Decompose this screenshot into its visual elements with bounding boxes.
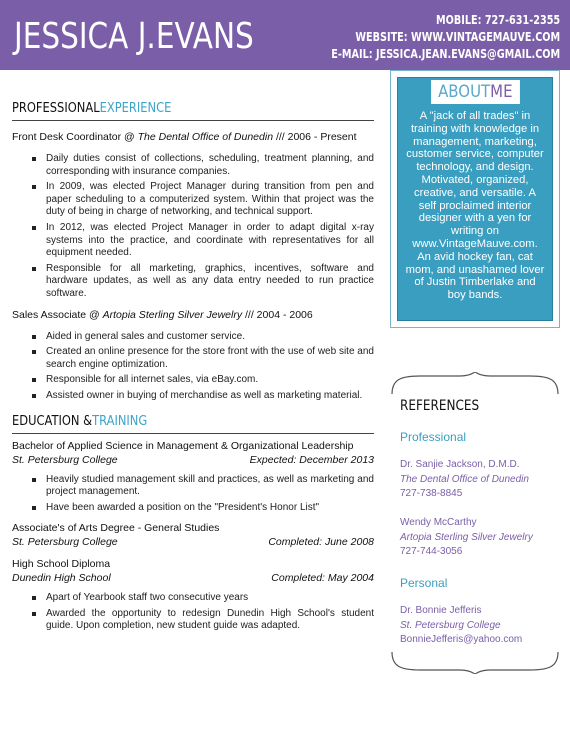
references-heading: REFERENCES — [400, 398, 480, 414]
degree-school-row — [12, 572, 374, 584]
list-item: Responsible for all marketing, graphics, incentives, software and hardware updates, as well as any data entry needed to run practice software. — [12, 263, 374, 301]
list-item: Created an online presence for the store front with the use of web site and search engine optimization. — [12, 346, 374, 371]
reference-name: Dr. Sanjie Jackson, D.M.D. — [400, 459, 520, 470]
degree-status: Expected: December 2013 — [249, 453, 374, 466]
reference-org: Artopia Sterling Silver Jewelry — [400, 531, 533, 543]
reference-name: Wendy McCarthy — [400, 517, 477, 528]
list-item: Have been awarded a position on the "President's Honor List" — [12, 502, 374, 515]
degree-status: Completed: June 2008 — [268, 536, 374, 549]
about-me-panel — [397, 77, 553, 321]
list-item: Daily duties consist of collections, scheduling, treatment planning, and corresponding with insurance companies. — [12, 153, 374, 178]
reference-org: The Dental Office of Dunedin — [400, 473, 529, 485]
job-heading: Sales Associate @ Artopia Sterling Silver Jewelry /// 2004 - 2006 — [12, 308, 313, 321]
contact-info — [331, 11, 560, 62]
about-me-heading: ABOUTME — [431, 80, 520, 104]
reference-org: St. Petersburg College — [400, 619, 501, 631]
job-heading: Front Desk Coordinator @ The Dental Office of Dunedin /// 2006 - Present — [12, 131, 357, 143]
reference-entry — [400, 516, 533, 560]
list-item: Heavily studied management skill and practices, as well as marketing and project management. — [12, 474, 374, 499]
email[interactable]: E-MAIL: JESSICA.JEAN.EVANS@GMAIL.COM — [331, 46, 560, 61]
experience-heading: PROFESSIONALEXPERIENCE — [12, 100, 172, 116]
section-divider — [12, 433, 374, 434]
list-item: Awarded the opportunity to redesign Dunedin High School's student guide. Upon completion, new student guide was adapted. — [12, 608, 374, 633]
reference-contact: 727-744-3056 — [400, 546, 463, 557]
reference-entry — [400, 458, 529, 502]
applicant-name: JESSICA J.EVANS — [14, 16, 254, 57]
degree-title: Bachelor of Applied Science in Management & Organizational Leadership — [12, 439, 354, 452]
degree-bullets — [12, 474, 374, 515]
list-item: In 2009, was elected Project Manager during transition from pen and paper scheduling to a computerized system. Within that project was the duty of being in charge of networking, and technical support. — [12, 181, 374, 219]
list-item: Aided in general sales and customer service. — [12, 331, 374, 344]
section-divider — [12, 120, 374, 121]
degree-title: Associate's of Arts Degree - General Studies — [12, 522, 220, 535]
reference-contact[interactable]: BonnieJefferis@yahoo.com — [400, 634, 523, 645]
degree-bullets — [12, 592, 374, 633]
list-item: Assisted owner in buying of merchandise as well as marketing material. — [12, 390, 374, 403]
about-me-text: A "jack of all trades" in training with knowledge in management, marketing, customer service, computer technology, and design. Motivated, organized, creative, and versatile. A self proclaimed interior designer with a yen for writing on www.VintageMauve.com. An avid hockey fan, cat mom, and unashamed lover of Justin Timberlake and boy bands. — [405, 110, 545, 302]
about-me-box — [390, 70, 560, 328]
school-name: Dunedin High School — [12, 572, 111, 585]
reference-contact: 727-738-8845 — [400, 488, 463, 499]
degree-school-row — [12, 454, 374, 466]
job-bullets — [12, 331, 374, 403]
school-name: St. Petersburg College — [12, 536, 118, 549]
bottom-bracket-ornament — [390, 650, 560, 674]
top-bracket-ornament — [390, 372, 560, 396]
job-bullets — [12, 153, 374, 301]
main-column — [12, 100, 374, 636]
reference-name: Dr. Bonnie Jefferis — [400, 605, 482, 616]
school-name: St. Petersburg College — [12, 453, 118, 466]
personal-references-label: Personal — [400, 576, 448, 590]
degree-school-row — [12, 536, 374, 548]
list-item: In 2012, was elected Project Manager in order to adapt digital x-ray systems into the practice, and coordinate with representatives for all equipment needed. — [12, 222, 374, 260]
degree-status: Completed: May 2004 — [271, 572, 374, 585]
mobile-number: MOBILE: 727-631-2355 — [435, 12, 560, 27]
degree-title: High School Diploma — [12, 558, 111, 571]
list-item: Responsible for all internet sales, via eBay.com. — [12, 374, 374, 387]
list-item: Apart of Yearbook staff two consecutive years — [12, 592, 374, 605]
education-heading: EDUCATION &TRAINING — [12, 412, 148, 429]
professional-references-label: Professional — [400, 430, 467, 444]
website[interactable]: WEBSITE: WWW.VINTAGEMAUVE.COM — [355, 29, 560, 44]
reference-entry — [400, 604, 522, 648]
header-banner — [0, 0, 570, 70]
references-panel — [390, 372, 560, 732]
